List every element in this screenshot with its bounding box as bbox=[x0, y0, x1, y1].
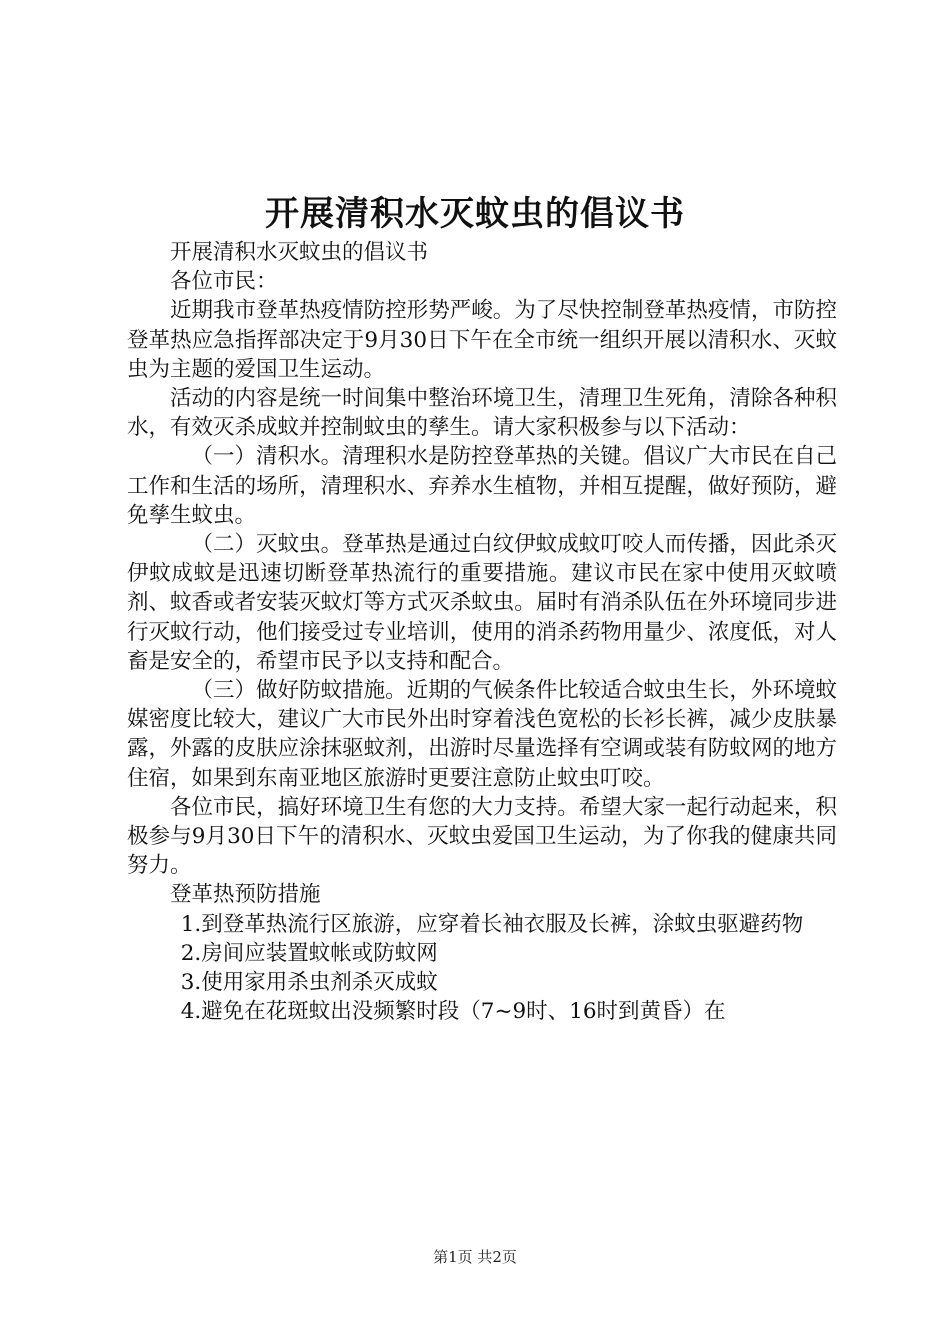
subtitle-line: 开展清积水灭蚊虫的倡议书 bbox=[170, 240, 429, 265]
list-item: 2.房间应装置蚊帐或防蚊网 bbox=[180, 940, 438, 966]
paragraph-closing: 各位市民，搞好环境卫生有您的大力支持。希望大家一起行动起来，积极参与9月30日下午的清积水、灭蚊虫爱国卫生运动，为了你我的健康共同努力。 bbox=[127, 794, 837, 879]
list-item: 3.使用家用杀虫剂杀灭成蚊 bbox=[180, 970, 438, 996]
salutation: 各位市民： bbox=[170, 269, 278, 295]
document-title: 开展清积水灭蚊虫的倡议书 bbox=[265, 194, 685, 234]
document-body bbox=[127, 238, 837, 1026]
paragraph-item-2: （二）灭蚊虫。登革热是通过白纹伊蚊成蚊叮咬人而传播，因此杀灭伊蚊成蚊是迅速切断登革热流行的重要措施。建议市民在家中使用灭蚊喷剂、蚊香或者安装灭蚊灯等方式灭杀蚊虫。届时有消杀队伍在外环境同步进行灭蚊行动，他们接受过专业培训，使用的消杀药物用量少、浓度低，对人畜是安全的，希望市民予以支持和配合。 bbox=[127, 532, 837, 674]
list-item: 4.避免在花斑蚊出没频繁时段（7~9时、16时到黄昏）在 bbox=[180, 999, 726, 1025]
list-item: 1.到登革热流行区旅游，应穿着长袖衣服及长裤，涂蚊虫驱避药物 bbox=[180, 911, 804, 937]
paragraph-item-1: （一）清积水。清理积水是防控登革热的关键。倡议广大市民在自己工作和生活的场所，清理积水、弃养水生植物，并相互提醒，做好预防，避免孳生蚊虫。 bbox=[127, 444, 837, 528]
paragraph-activity: 活动的内容是统一时间集中整治环境卫生，清理卫生死角，清除各种积水，有效灭杀成蚊并控制蚊虫的孳生。请大家积极参与以下活动： bbox=[127, 386, 837, 441]
page-footer: 第1页 共2页 bbox=[433, 1248, 517, 1266]
paragraph-item-3: （三）做好防蚊措施。近期的气候条件比较适合蚊虫生长，外环境蚊媒密度比较大，建议广大市民外出时穿着浅色宽松的长衫长裤，减少皮肤暴露，外露的皮肤应涂抹驱蚊剂，出游时尽量选择有空调或装有防蚊网的地方住宿，如果到东南亚地区旅游时更要注意防止蚊虫叮咬。 bbox=[127, 678, 837, 791]
paragraph-intro: 近期我市登革热疫情防控形势严峻。为了尽快控制登革热疫情，市防控登革热应急指挥部决定于9月30日下午在全市统一组织开展以清积水、灭蚊虫为主题的爱国卫生运动。 bbox=[127, 298, 837, 382]
section-heading: 登革热预防措施 bbox=[170, 882, 321, 908]
